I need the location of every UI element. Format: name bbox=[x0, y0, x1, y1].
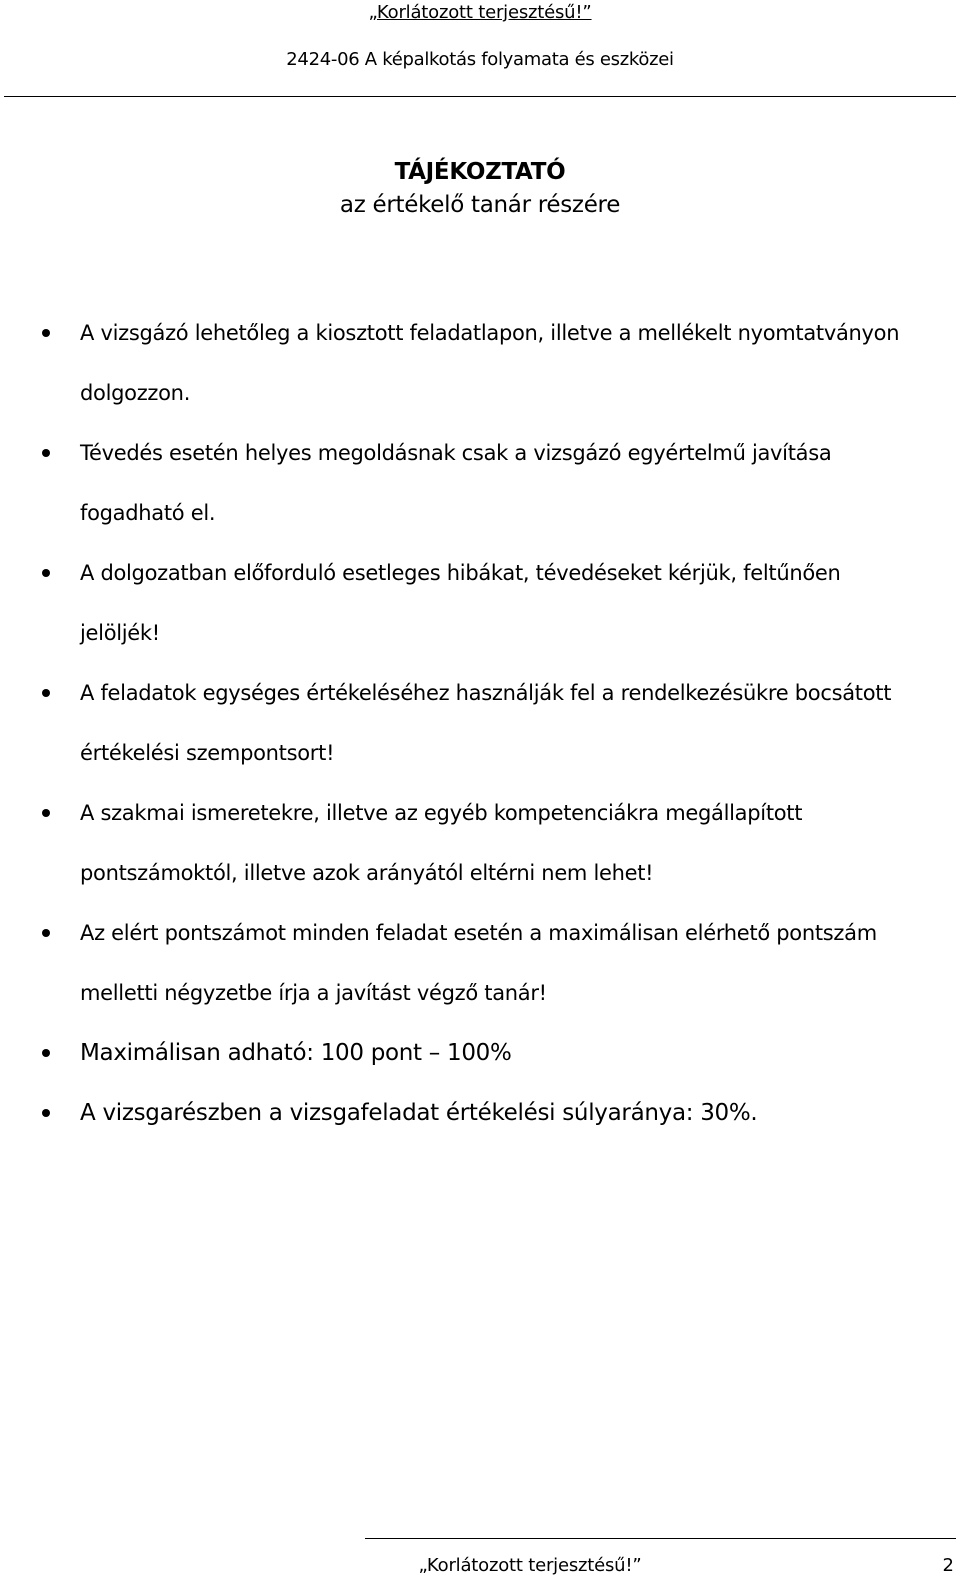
bullet-icon bbox=[42, 449, 50, 457]
list-item bbox=[0, 303, 960, 423]
list-item bbox=[0, 663, 960, 783]
list-item-text: Tévedés esetén helyes megoldásnak csak a vizsgázó egyértelmű javítása fogadható el. bbox=[80, 441, 832, 525]
list-item-text: A feladatok egységes értékeléséhez használják fel a rendelkezésükre bocsátott értékelési szempontsort! bbox=[80, 681, 892, 765]
list-item bbox=[0, 1083, 960, 1143]
document-title: TÁJÉKOZTATÓ bbox=[394, 159, 566, 185]
footer-restriction-notice: „Korlátozott terjesztésű!” bbox=[418, 1555, 642, 1576]
list-item bbox=[0, 543, 960, 663]
list-item-text: A dolgozatban előforduló esetleges hibákat, tévedéseket kérjük, feltűnően jelöljék! bbox=[80, 561, 841, 645]
bullet-icon bbox=[42, 809, 50, 817]
list-item-text: A vizsgázó lehetőleg a kiosztott feladatlapon, illetve a mellékelt nyomtatványon dolgozzon. bbox=[80, 321, 900, 405]
header-restriction-notice: „Korlátozott terjesztésű!” bbox=[368, 2, 592, 23]
page-number: 2 bbox=[942, 1555, 954, 1576]
bullet-icon bbox=[42, 689, 50, 697]
page-footer bbox=[0, 1530, 960, 1589]
header-subject: 2424-06 A képalkotás folyamata és eszközei bbox=[286, 49, 674, 70]
list-item-text: A szakmai ismeretekre, illetve az egyéb kompetenciákra megállapított pontszámoktól, illetve azok arányától eltérni nem lehet! bbox=[80, 801, 803, 885]
bullet-icon bbox=[42, 1109, 50, 1117]
list-item bbox=[0, 423, 960, 543]
bullet-icon bbox=[42, 1049, 50, 1057]
list-item-text: Maximálisan adható: 100 pont – 100% bbox=[80, 1040, 512, 1066]
bullet-icon bbox=[42, 329, 50, 337]
header-divider bbox=[4, 96, 956, 97]
instructions-list bbox=[0, 303, 960, 1143]
list-item bbox=[0, 783, 960, 903]
list-item bbox=[0, 1023, 960, 1083]
footer-divider bbox=[365, 1538, 956, 1539]
list-item-text: Az elért pontszámot minden feladat esetén a maximálisan elérhető pontszám melletti négyzetbe írja a javítást végző tanár! bbox=[80, 921, 877, 1005]
bullet-icon bbox=[42, 929, 50, 937]
list-item-text: A vizsgarészben a vizsgafeladat értékelési súlyaránya: 30%. bbox=[80, 1100, 758, 1126]
document-subtitle: az értékelő tanár részére bbox=[339, 192, 621, 218]
list-item bbox=[0, 903, 960, 1023]
bullet-icon bbox=[42, 569, 50, 577]
page-header bbox=[0, 0, 960, 97]
